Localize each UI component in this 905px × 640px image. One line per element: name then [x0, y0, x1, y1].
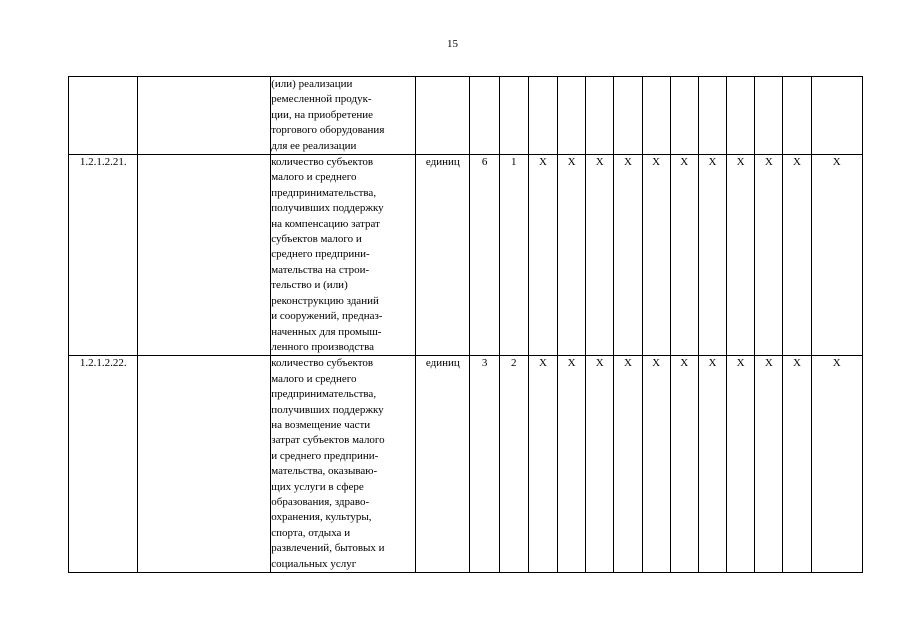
empty-cell — [138, 155, 271, 356]
description-line: торгового оборудования — [271, 124, 385, 137]
row-description — [271, 356, 416, 573]
value-cell: X — [727, 155, 755, 356]
value-cell: X — [586, 155, 614, 356]
value-cell: X — [783, 155, 811, 356]
value-cell: X — [614, 155, 642, 356]
row-code — [69, 77, 138, 155]
value-cell: X — [811, 155, 862, 356]
value-cell — [811, 77, 862, 155]
description-line: ремесленной продук- — [271, 93, 372, 106]
row-description — [271, 77, 416, 155]
value-cell: X — [755, 356, 783, 573]
description-line: и сооружений, предназ- — [271, 310, 383, 323]
description-line: для ее реализации — [271, 139, 357, 152]
description-line: субъектов малого и — [271, 233, 362, 246]
value-cell: X — [755, 155, 783, 356]
description-line: среднего предприни- — [271, 248, 370, 261]
value-cell — [499, 77, 528, 155]
row-unit: единиц — [416, 155, 470, 356]
value-cell: X — [670, 155, 698, 356]
description-line: мательства, оказываю- — [271, 465, 378, 478]
description-line: получивших поддержку — [271, 202, 384, 215]
description-line: развлечений, бытовых и — [271, 542, 385, 555]
page-number: 15 — [447, 38, 458, 50]
value-cell — [470, 77, 499, 155]
description-line: социальных услуг — [271, 557, 357, 570]
row-code: 1.2.1.2.21. — [69, 155, 138, 356]
description-line: реконструкцию зданий — [271, 294, 379, 307]
description-line: количество субъектов — [271, 357, 374, 370]
value-cell: X — [614, 356, 642, 573]
table-row — [69, 77, 863, 155]
table-row — [69, 155, 863, 356]
value-cell: X — [727, 356, 755, 573]
description-line: мательства на строи- — [271, 263, 370, 276]
value-cell — [642, 77, 670, 155]
value-cell: 6 — [470, 155, 499, 356]
value-cell — [558, 77, 586, 155]
value-cell: X — [642, 155, 670, 356]
empty-cell — [138, 77, 271, 155]
description-line: количество субъектов — [271, 156, 374, 169]
value-cell — [698, 77, 726, 155]
value-cell — [670, 77, 698, 155]
value-cell — [783, 77, 811, 155]
value-cell — [614, 77, 642, 155]
description-line: предпринимательства, — [271, 186, 377, 199]
description-line: охранения, культуры, — [271, 511, 372, 524]
indicator-table — [68, 76, 863, 573]
row-unit — [416, 77, 470, 155]
description-line: щих услуги в сфере — [271, 480, 364, 493]
description-line: малого и среднего — [271, 372, 357, 385]
table-row — [69, 356, 863, 573]
value-cell — [528, 77, 557, 155]
value-cell: X — [698, 155, 726, 356]
row-description — [271, 155, 416, 356]
description-line: тельство и (или) — [271, 279, 348, 292]
value-cell: X — [528, 155, 557, 356]
description-line: наченных для промыш- — [271, 325, 382, 338]
description-line: спорта, отдыха и — [271, 526, 351, 539]
description-line: образования, здраво- — [271, 495, 370, 508]
row-unit: единиц — [416, 356, 470, 573]
value-cell: 1 — [499, 155, 528, 356]
value-cell: X — [783, 356, 811, 573]
value-cell: X — [670, 356, 698, 573]
value-cell: X — [642, 356, 670, 573]
description-line: ции, на приобретение — [271, 108, 374, 121]
value-cell: X — [528, 356, 557, 573]
description-line: получивших поддержку — [271, 403, 384, 416]
value-cell — [727, 77, 755, 155]
value-cell: X — [586, 356, 614, 573]
description-line: ленного производства — [271, 340, 375, 353]
value-cell: 3 — [470, 356, 499, 573]
description-line: и среднего предприни- — [271, 449, 379, 462]
description-line: на возмещение части — [271, 418, 371, 431]
value-cell: 2 — [499, 356, 528, 573]
description-line: предпринимательства, — [271, 388, 377, 401]
value-cell: X — [558, 356, 586, 573]
value-cell: X — [811, 356, 862, 573]
description-line: затрат субъектов малого — [271, 434, 385, 447]
description-line: малого и среднего — [271, 171, 357, 184]
description-line: (или) реализации — [271, 78, 353, 90]
value-cell — [586, 77, 614, 155]
value-cell: X — [698, 356, 726, 573]
row-code: 1.2.1.2.22. — [69, 356, 138, 573]
description-line: на компенсацию затрат — [271, 217, 380, 230]
empty-cell — [138, 356, 271, 573]
value-cell — [755, 77, 783, 155]
value-cell: X — [558, 155, 586, 356]
